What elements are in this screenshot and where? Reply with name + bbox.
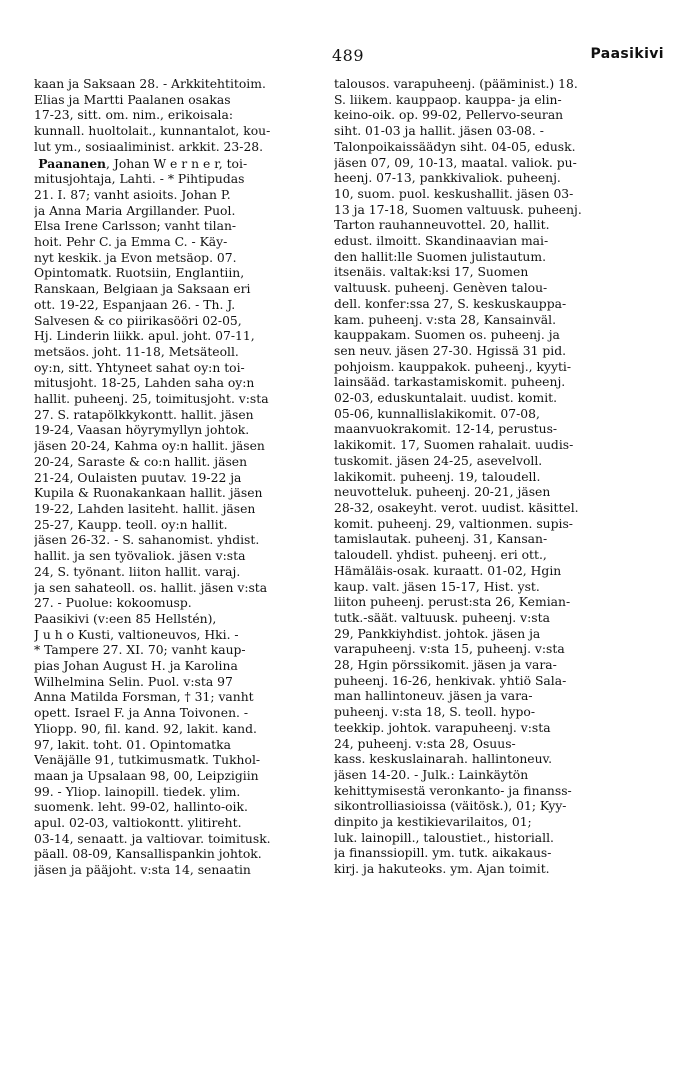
- text-line: tutk.-säät. valtuusk. puheenj. v:sta: [334, 610, 550, 625]
- text-line: jäsen ja pääjoht. v:sta 14, senaatin: [34, 863, 251, 878]
- text-line: 13 ja 17-18, Suomen valtuusk. puheenj.: [334, 202, 582, 217]
- text-line: S. liikem. kauppaop. kauppa- ja elin-: [334, 92, 562, 107]
- text-line: puheenj. v:sta 18, S. teoll. hypo-: [334, 705, 536, 720]
- text-line: taloudell. yhdist. puheenj. eri ott.,: [334, 548, 547, 563]
- text-line: jäsen 14-20. - Julk.: Lainkäytön: [334, 767, 529, 782]
- text-line: teekkip. johtok. varapuheenj. v:sta: [334, 720, 551, 735]
- text-line: 03-14, senaatt. ja valtiovar. toimitusk.: [34, 831, 271, 846]
- text-line: heenj. 07-13, pankkivaliok. puheenj.: [334, 171, 561, 186]
- text-line: ja finanssiopill. ym. tutk. aikakaus-: [334, 846, 552, 861]
- text-line: Opintomatk. Ruotsiin, Englantiin,: [34, 266, 245, 281]
- text-line: tuskomit. jäsen 24-25, asevelvoll.: [334, 453, 543, 468]
- text-line: itsenäis. valtak:ksi 17, Suomen: [334, 265, 529, 280]
- text-line: man hallintoneuv. jäsen ja vara-: [334, 689, 533, 704]
- text-line: lut ym., sosiaaliminist. arkkit. 23-28.: [34, 139, 264, 154]
- text-line: liiton puheenj. perust:sta 26, Kemian-: [334, 595, 571, 610]
- text-line: keino-oik. op. 99-02, Pellervo-seuran: [334, 108, 564, 123]
- text-line: Elsa Irene Carlsson; vanht tilan-: [34, 219, 237, 234]
- text-line: nyt keskik. ja Evon metsäop. 07.: [34, 250, 237, 265]
- text-line: päall. 08-09, Kansallispankin johtok.: [34, 847, 262, 862]
- text-line: 27. S. ratapölkkykontt. hallit. jäsen: [34, 407, 254, 422]
- text-line: ott. 19-22, Espanjaan 26. - Th. J.: [34, 297, 236, 312]
- text-line: kehittymisestä veronkanto- ja finanss-: [334, 783, 572, 798]
- text-line: lainsääd. tarkastamiskomit. puheenj.: [334, 375, 566, 390]
- text-line: 21. I. 87; vanht asioits. Johan P.: [34, 187, 231, 202]
- text-line: 17-23, sitt. om. nim., erikoisala:: [34, 108, 234, 123]
- text-line: Yliopp. 90, fil. kand. 92, lakit. kand.: [34, 721, 257, 736]
- text-line: mitusjoht. 18-25, Lahden saha oy:n: [34, 376, 255, 391]
- text-line: kauppakam. Suomen os. puheenj. ja: [334, 328, 560, 343]
- text-line: 28-32, osakeyht. verot. uudist. käsittel.: [334, 500, 579, 515]
- text-line: suomenk. leht. 99-02, hallinto-oik.: [34, 800, 248, 815]
- text-line: 20-24, Saraste & co:n hallit. jäsen: [34, 454, 248, 469]
- text-line: jäsen 26-32. - S. sahanomist. yhdist.: [34, 533, 260, 548]
- text-line: Elias ja Martti Paalanen osakas: [34, 92, 231, 107]
- text-line: jäsen 20-24, Kahma oy:n hallit. jäsen: [34, 439, 265, 454]
- text-line: edust. ilmoitt. Skandinaavian mai-: [334, 234, 549, 249]
- text-line: komit. puheenj. 29, valtionmen. supis-: [334, 516, 573, 531]
- text-line: Hj. Linderin liikk. apul. joht. 07-11,: [34, 329, 255, 344]
- text-line: Tarton rauhanneuvottel. 20, hallit.: [334, 218, 550, 233]
- text-line: 10, suom. puol. keskushallit. jäsen 03-: [334, 186, 574, 201]
- text-line: puheenj. 16-26, henkivak. yhtiö Sala-: [334, 673, 567, 688]
- text-line: valtuusk. puheenj. Genèven talou-: [334, 281, 548, 296]
- text-line: Hämäläis-osak. kuraatt. 01-02, Hgin: [334, 563, 562, 578]
- text-line: kunnall. huoltolait., kunnantalot, kou-: [34, 124, 271, 139]
- text-line: 99. - Yliop. lainopill. tiedek. ylim.: [34, 784, 241, 799]
- text-line: tamislautak. puheenj. 31, Kansan-: [334, 532, 548, 547]
- text-line: pias Johan August H. ja Karolina: [34, 659, 238, 674]
- text-line: J u h o Kusti, valtioneuvos, Hki. -: [34, 627, 239, 642]
- text-line: kirj. ja hakuteoks. ym. Ajan toimit.: [334, 862, 550, 877]
- text-line: 24, S. työnant. liiton hallit. varaj.: [34, 564, 241, 579]
- text-line: 24, puheenj. v:sta 28, Osuus-: [334, 736, 516, 751]
- page-number: 489: [331, 46, 365, 65]
- text-line: dinpito ja kestikievarilaitos, 01;: [334, 815, 532, 830]
- text-line: metsäos. joht. 11-18, Metsäteoll.: [34, 344, 239, 359]
- text-line: 02-03, eduskuntalait. uudist. komit.: [334, 391, 558, 406]
- text-line: kaup. valt. jäsen 15-17, Hist. yst.: [334, 579, 540, 594]
- running-head: Paasikivi: [590, 46, 664, 62]
- text-line: Venäjälle 91, tutkimusmatk. Tukhol-: [34, 753, 261, 768]
- text-line: maan ja Upsalaan 98, 00, Leipzigiin: [34, 768, 259, 783]
- text-line: 97, lakit. toht. 01. Opintomatka: [34, 737, 231, 752]
- text-line: sikontrolliasioissa (väitösk.), 01; Kyy-: [334, 799, 567, 814]
- text-line: siht. 01-03 ja hallit. jäsen 03-08. -: [334, 124, 544, 139]
- text-line: 29, Pankkiyhdist. johtok. jäsen ja: [334, 626, 541, 641]
- text-line: mitusjohtaja, Lahti. - * Pihtipudas: [34, 172, 245, 187]
- text-line: 19-22, Lahden lasiteht. hallit. jäsen: [34, 501, 256, 516]
- text-line: Wilhelmina Selin. Puol. v:sta 97: [34, 674, 233, 689]
- text-line: pohjoism. kauppakok. puheenj., kyyti-: [334, 359, 572, 374]
- text-line: sen neuv. jäsen 27-30. Hgissä 31 pid.: [334, 343, 567, 358]
- text-line: varapuheenj. v:sta 15, puheenj. v:sta: [334, 642, 565, 657]
- text-line: Paasikivi (v:een 85 Hellstén),: [34, 611, 217, 626]
- text-line: opett. Israel F. ja Anna Toivonen. -: [34, 706, 249, 721]
- right-column: [334, 77, 640, 878]
- text-line: den hallit:lle Suomen julistautum.: [334, 249, 547, 264]
- text-line: Talonpoikaissäädyn siht. 04-05, edusk.: [334, 139, 576, 154]
- text-line: hallit. puheenj. 25, toimitusjoht. v:sta: [34, 392, 269, 407]
- text-line: Anna Matilda Forsman, † 31; vanht: [34, 690, 254, 705]
- text-line: kass. keskuslainarah. hallintoneuv.: [334, 752, 552, 767]
- text-line: lakikomit. puheenj. 19, taloudell.: [334, 469, 541, 484]
- text-line: Paananen, Johan W e r n e r, toi-: [34, 155, 248, 171]
- text-line: * Tampere 27. XI. 70; vanht kaup-: [34, 643, 246, 658]
- text-line: 28, Hgin pörssikomit. jäsen ja vara-: [334, 658, 557, 673]
- text-line: jäsen 07, 09, 10-13, maatal. valiok. pu-: [334, 155, 577, 170]
- text-line: oy:n, sitt. Yhtyneet sahat oy:n toi-: [34, 360, 245, 375]
- text-line: apul. 02-03, valtiokontt. ylitireht.: [34, 816, 242, 831]
- text-line: 25-27, Kaupp. teoll. oy:n hallit.: [34, 517, 228, 532]
- text-line: 27. - Puolue: kokoomusp.: [34, 596, 192, 611]
- text-line: kam. puheenj. v:sta 28, Kansainväl.: [334, 312, 557, 327]
- text-line: Ranskaan, Belgiaan ja Saksaan eri: [34, 282, 251, 297]
- left-column: [34, 77, 324, 879]
- text-line: kaan ja Saksaan 28. - Arkkitehtitoim.: [34, 77, 266, 91]
- text-line: 21-24, Oulaisten puutav. 19-22 ja: [34, 470, 242, 485]
- text-line: dell. konfer:ssa 27, S. keskuskauppa-: [334, 296, 567, 311]
- text-line: talousos. varapuheenj. (pääminist.) 18.: [334, 77, 578, 91]
- text-line: maanvuokrakomit. 12-14, perustus-: [334, 422, 558, 437]
- text-line: neuvotteluk. puheenj. 20-21, jäsen: [334, 485, 551, 500]
- text-line: Salvesen & co piirikasööri 02-05,: [34, 313, 242, 328]
- text-line: 19-24, Vaasan höyrymyllyn johtok.: [34, 423, 250, 438]
- text-line: ja Anna Maria Argillander. Puol.: [34, 203, 236, 218]
- text-line: hallit. ja sen työvaliok. jäsen v:sta: [34, 549, 246, 564]
- text-line: 05-06, kunnallislakikomit. 07-08,: [334, 406, 540, 421]
- text-line: luk. lainopill., taloustiet., historiall.: [334, 830, 554, 845]
- text-line: hoit. Pehr C. ja Emma C. - Käy-: [34, 235, 228, 250]
- text-line: lakikomit. 17, Suomen rahalait. uudis-: [334, 438, 574, 453]
- text-line: ja sen sahateoll. os. hallit. jäsen v:sta: [34, 580, 268, 595]
- text-line: Kupila & Ruonakankaan hallit. jäsen: [34, 486, 263, 501]
